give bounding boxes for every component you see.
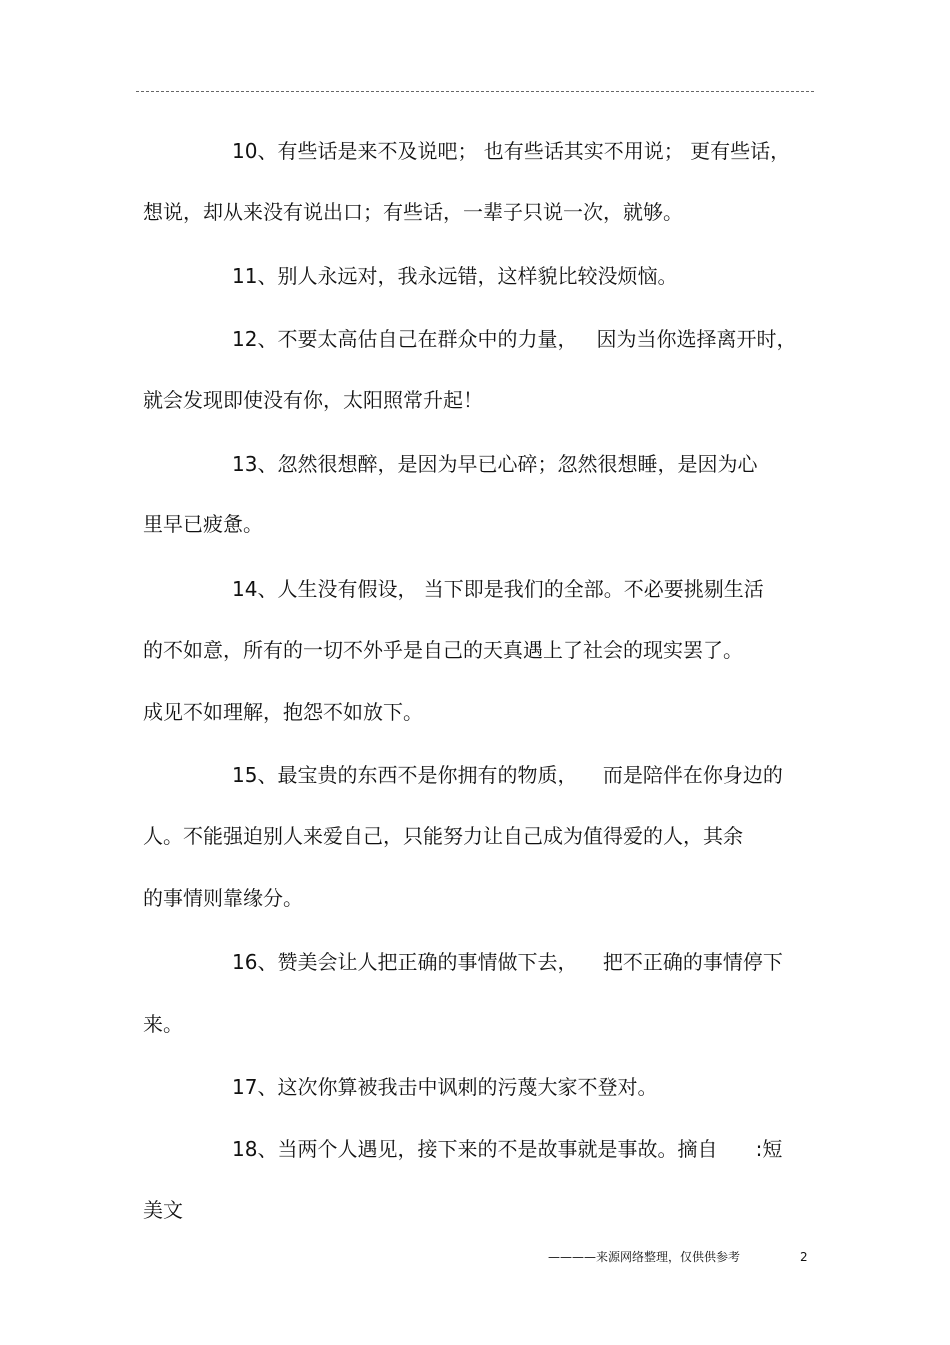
- paragraph-line: 的事情则靠缘分。: [143, 886, 303, 910]
- paragraph-line: 16、赞美会让人把正确的事情做下去， 把不正确的事情停下: [232, 950, 783, 974]
- paragraph-line: 成见不如理解，抱怨不如放下。: [143, 700, 423, 724]
- paragraph-line: 就会发现即使没有你，太阳照常升起！: [143, 388, 483, 412]
- paragraph-line: 想说，却从来没有说出口；有些话，一辈子只说一次，就够。: [143, 200, 683, 224]
- paragraph-line: 里早已疲惫。: [143, 512, 263, 536]
- header-divider: [136, 91, 814, 92]
- paragraph-line: 18、当两个人遇见，接下来的不是故事就是事故。摘自 :短: [232, 1137, 783, 1161]
- paragraph-line: 10、有些话是来不及说吧； 也有些话其实不用说； 更有些话，: [232, 139, 791, 163]
- paragraph-line: 12、不要太高估自己在群众中的力量， 因为当你选择离开时，: [232, 327, 797, 351]
- paragraph-line: 14、人生没有假设， 当下即是我们的全部。不必要挑剔生活: [232, 577, 764, 601]
- paragraph-line: 11、别人永远对，我永远错，这样貌比较没烦恼。: [232, 264, 678, 288]
- page-number: 2: [800, 1250, 808, 1264]
- paragraph-line: 的不如意，所有的一切不外乎是自己的天真遇上了社会的现实罢了。: [143, 638, 743, 662]
- paragraph-line: 美文: [143, 1198, 183, 1222]
- footer-source-note: ————来源网络整理，仅供供参考: [548, 1250, 741, 1264]
- paragraph-line: 人。不能强迫别人来爱自己，只能努力让自己成为值得爱的人，其余: [143, 824, 743, 848]
- paragraph-line: 13、忽然很想醉，是因为早已心碎；忽然很想睡，是因为心: [232, 452, 758, 476]
- paragraph-line: 15、最宝贵的东西不是你拥有的物质， 而是陪伴在你身边的: [232, 763, 783, 787]
- paragraph-line: 来。: [143, 1012, 183, 1036]
- paragraph-line: 17、这次你算被我击中讽刺的污蔑大家不登对。: [232, 1075, 658, 1099]
